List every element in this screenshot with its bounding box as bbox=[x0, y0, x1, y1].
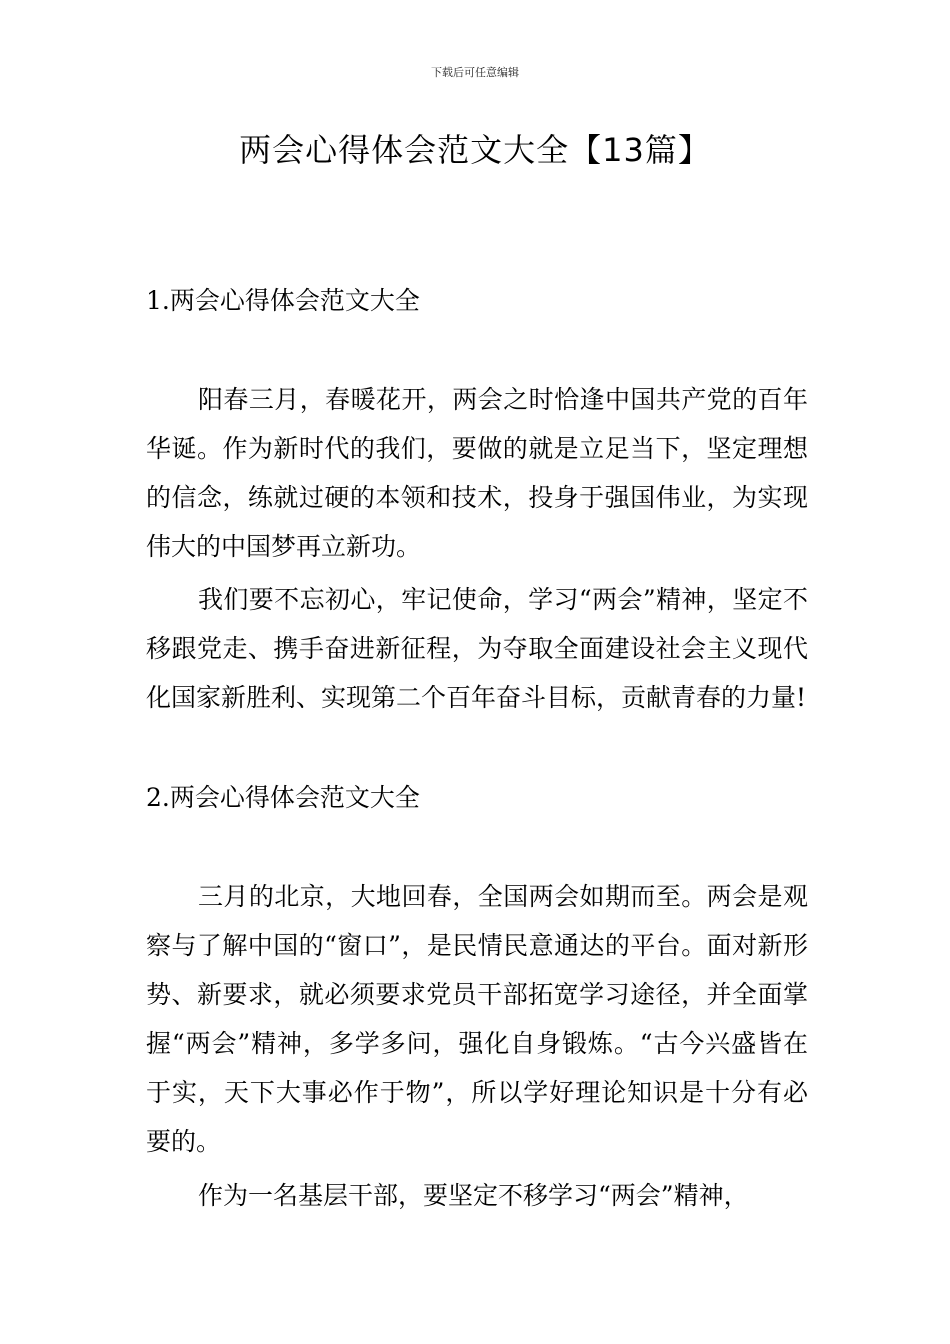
section-1-paragraph-1: 阳春三月，春暖花开，两会之时恰逢中国共产党的百年华诞。作为新时代的我们，要做的就是立足当下，坚定理想的信念，练就过硬的本领和技术，投身于强国伟业，为实现伟大的中国梦再立新功。 bbox=[146, 385, 808, 561]
header-note: 下载后可任意编辑 bbox=[431, 66, 519, 79]
section-1-paragraph-2: 我们要不忘初心，牢记使命，学习“两会”精神，坚定不移跟党走、携手奋进新征程，为夺取全面建设社会主义现代化国家新胜利、实现第二个百年奋斗目标，贡献青春的力量! bbox=[146, 585, 808, 712]
document-title: 两会心得体会范文大全【13篇】 bbox=[239, 131, 711, 169]
section-2-paragraph-2: 作为一名基层干部，要坚定不移学习“两会”精神， bbox=[198, 1181, 749, 1210]
section-2-paragraph-1: 三月的北京，大地回春，全国两会如期而至。两会是观察与了解中国的“窗口”，是民情民意通达的平台。面对新形势、新要求，就必须要求党员干部拓宽学习途径，并全面掌握“两会”精神，多学多问，强化自身锻炼。“古今兴盛皆在于实，天下大事必作于物”，所以学好理论知识是十分有必要的。 bbox=[146, 882, 808, 1156]
section-2-heading: 2.两会心得体会范文大全 bbox=[146, 783, 420, 812]
section-1-heading: 1.两会心得体会范文大全 bbox=[146, 286, 420, 315]
